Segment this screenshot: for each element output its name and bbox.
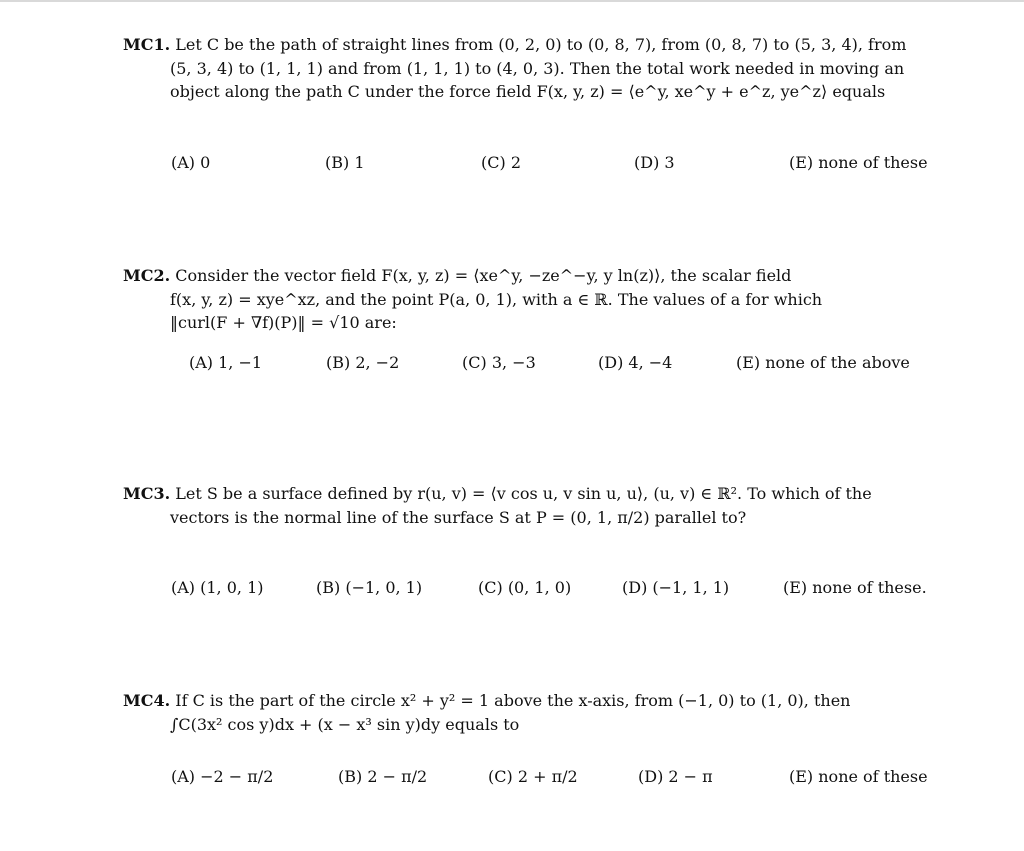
question-mc3 [123,482,931,529]
question-number: MC4. [123,691,171,710]
question-number: MC3. [123,484,171,503]
question-number: MC1. [123,35,171,54]
stem-line-1: Consider the vector field F(x, y, z) = ⟨xe^y, −ze^−y, y ln(z)⟩, the scalar field [175,266,792,285]
choice-c[interactable]: (C) 2 + π/2 [488,767,578,786]
stem-line-2: (5, 3, 4) to (1, 1, 1) and from (1, 1, 1) to (4, 0, 3). Then the total work needed in moving an [170,58,905,78]
choices-mc2 [0,353,1024,377]
choice-b[interactable]: (B) (−1, 0, 1) [316,578,423,597]
choice-a[interactable]: (A) −2 − π/2 [171,767,274,786]
choice-b[interactable]: (B) 2 − π/2 [338,767,428,786]
choice-e[interactable]: (E) none of these [789,767,928,786]
stem-line-2: f(x, y, z) = xye^xz, and the point P(a, 0, 1), with a ∈ ℝ. The values of a for which [170,289,823,309]
question-mc1 [123,33,931,104]
question-stem [123,33,931,57]
question-stem [123,689,931,713]
stem-line-2: vectors is the normal line of the surface S at P = (0, 1, π/2) parallel to? [170,507,747,527]
question-mc4 [123,689,931,736]
stem-line-1: Let S be a surface defined by r(u, v) = ⟨v cos u, v sin u, u⟩, (u, v) ∈ ℝ². To which of the [175,484,872,503]
choice-e[interactable]: (E) none of these. [783,578,927,597]
question-stem [123,482,931,506]
top-divider [0,0,1024,2]
choice-a[interactable]: (A) 1, −1 [189,353,263,372]
question-number: MC2. [123,266,171,285]
choice-c[interactable]: (C) 2 [481,153,521,172]
stem-line-1: Let C be the path of straight lines from (0, 2, 0) to (0, 8, 7), from (0, 8, 7) to (5, 3, 4), from [175,35,907,54]
choice-d[interactable]: (D) (−1, 1, 1) [622,578,730,597]
choices-mc1 [0,153,1024,177]
choice-b[interactable]: (B) 1 [325,153,365,172]
question-mc2 [123,264,931,335]
stem-line-3: ‖curl(F + ∇f)(P)‖ = √10 are: [170,313,397,332]
stem-line-2: ∫C(3x² cos y)dx + (x − x³ sin y)dy equals to [170,714,520,734]
choice-e[interactable]: (E) none of the above [736,353,910,372]
choice-d[interactable]: (D) 2 − π [638,767,713,786]
stem-line-1: If C is the part of the circle x² + y² = 1 above the x-axis, from (−1, 0) to (1, 0), then [175,691,851,710]
choice-e[interactable]: (E) none of these [789,153,928,172]
choice-c[interactable]: (C) (0, 1, 0) [478,578,572,597]
choice-c[interactable]: (C) 3, −3 [462,353,536,372]
choice-d[interactable]: (D) 3 [634,153,675,172]
question-stem [123,264,931,288]
stem-line-3: object along the path C under the force field F(x, y, z) = ⟨e^y, xe^y + e^z, ye^z⟩ equals [170,82,886,101]
choices-mc4 [0,767,1024,791]
choice-a[interactable]: (A) (1, 0, 1) [171,578,264,597]
choices-mc3 [0,578,1024,602]
choice-a[interactable]: (A) 0 [171,153,211,172]
choice-d[interactable]: (D) 4, −4 [598,353,673,372]
choice-b[interactable]: (B) 2, −2 [326,353,400,372]
